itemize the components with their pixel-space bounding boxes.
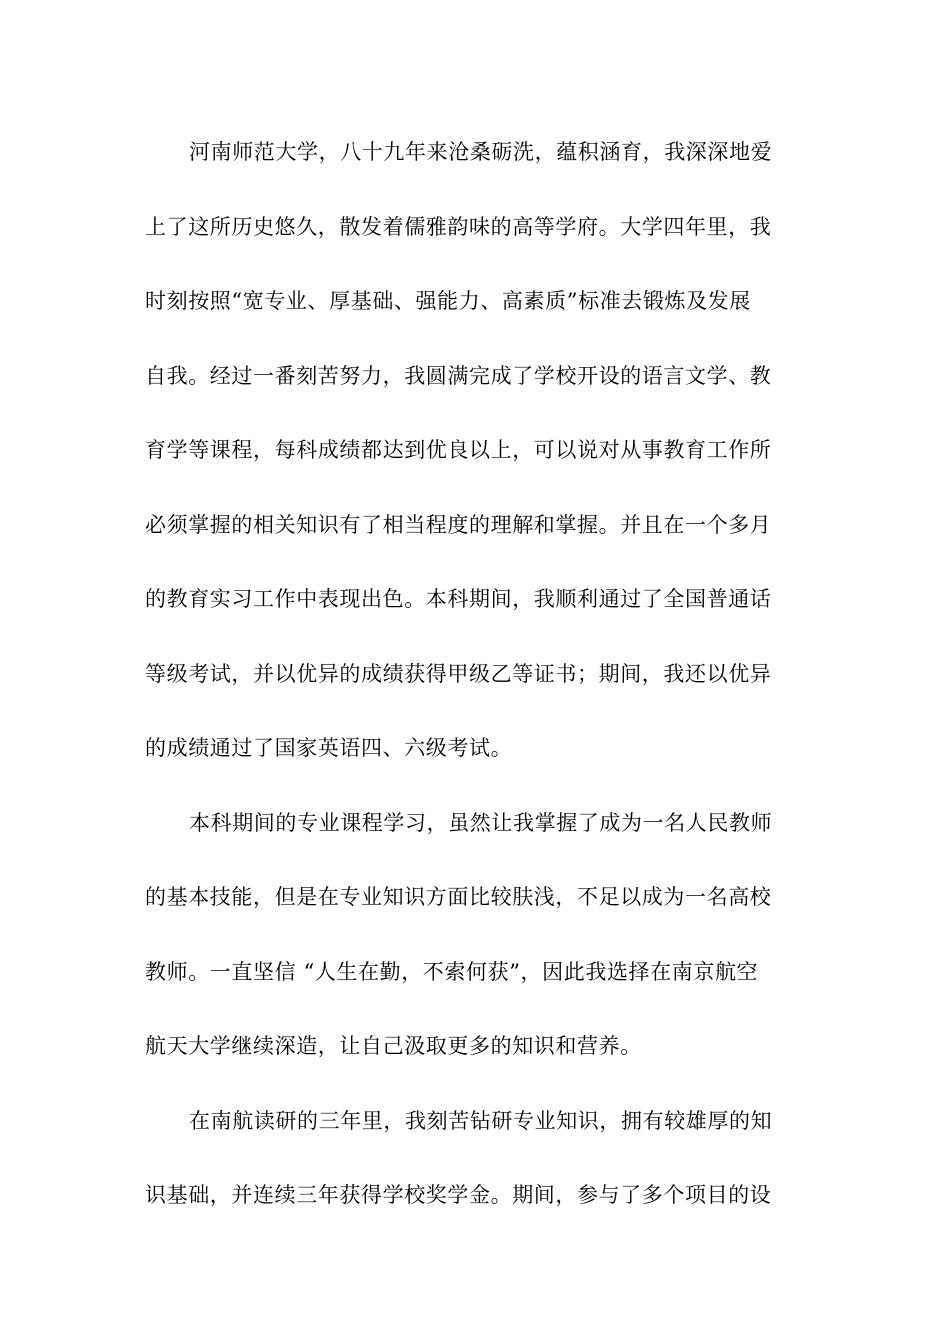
paragraph-2-line-4: 航天大学继续深造，让自己汲取更多的知识和营养。 (145, 1034, 642, 1058)
paragraph-1-line-6: 必须掌握的相关知识有了相当程度的理解和掌握。并且在一个多月 (145, 513, 772, 537)
paragraph-1-line-1: 河南师范大学，八十九年来沧桑砺洗，蕴积涵育，我深深地爱 (189, 140, 773, 164)
paragraph-1-line-8: 等级考试，并以优异的成绩获得甲级乙等证书；期间，我还以优异 (145, 662, 772, 686)
paragraph-1-line-4: 自我。经过一番刻苦努力，我圆满完成了学校开设的语言文学、教 (145, 364, 772, 388)
paragraph-1-line-2: 上了这所历史悠久，散发着儒雅韵味的高等学府。大学四年里，我 (145, 215, 772, 239)
paragraph-2-line-2: 的基本技能，但是在专业知识方面比较肤浅，不足以成为一名高校 (145, 885, 772, 909)
paragraph-1-line-3: 时刻按照“宽专业、厚基础、强能力、高素质”标准去锻炼及发展 (145, 289, 751, 313)
paragraph-3-line-1: 在南航读研的三年里，我刻苦钻研专业知识，拥有较雄厚的知 (189, 1109, 773, 1133)
paragraph-1-line-5: 育学等课程，每科成绩都达到优良以上，可以说对从事教育工作所 (145, 438, 772, 462)
paragraph-1-line-7: 的教育实习工作中表现出色。本科期间，我顺利通过了全国普通话 (145, 587, 772, 611)
paragraph-2-line-3: 教师。一直坚信 “人生在勤，不索何获”，因此我选择在南京航空 (145, 960, 759, 984)
paragraph-1-line-9: 的成绩通过了国家英语四、六级考试。 (145, 736, 513, 760)
paragraph-2-line-1: 本科期间的专业课程学习，虽然让我掌握了成为一名人民教师 (189, 811, 773, 835)
paragraph-3-line-2: 识基础，并连续三年获得学校奖学金。期间，参与了多个项目的设 (145, 1183, 772, 1207)
